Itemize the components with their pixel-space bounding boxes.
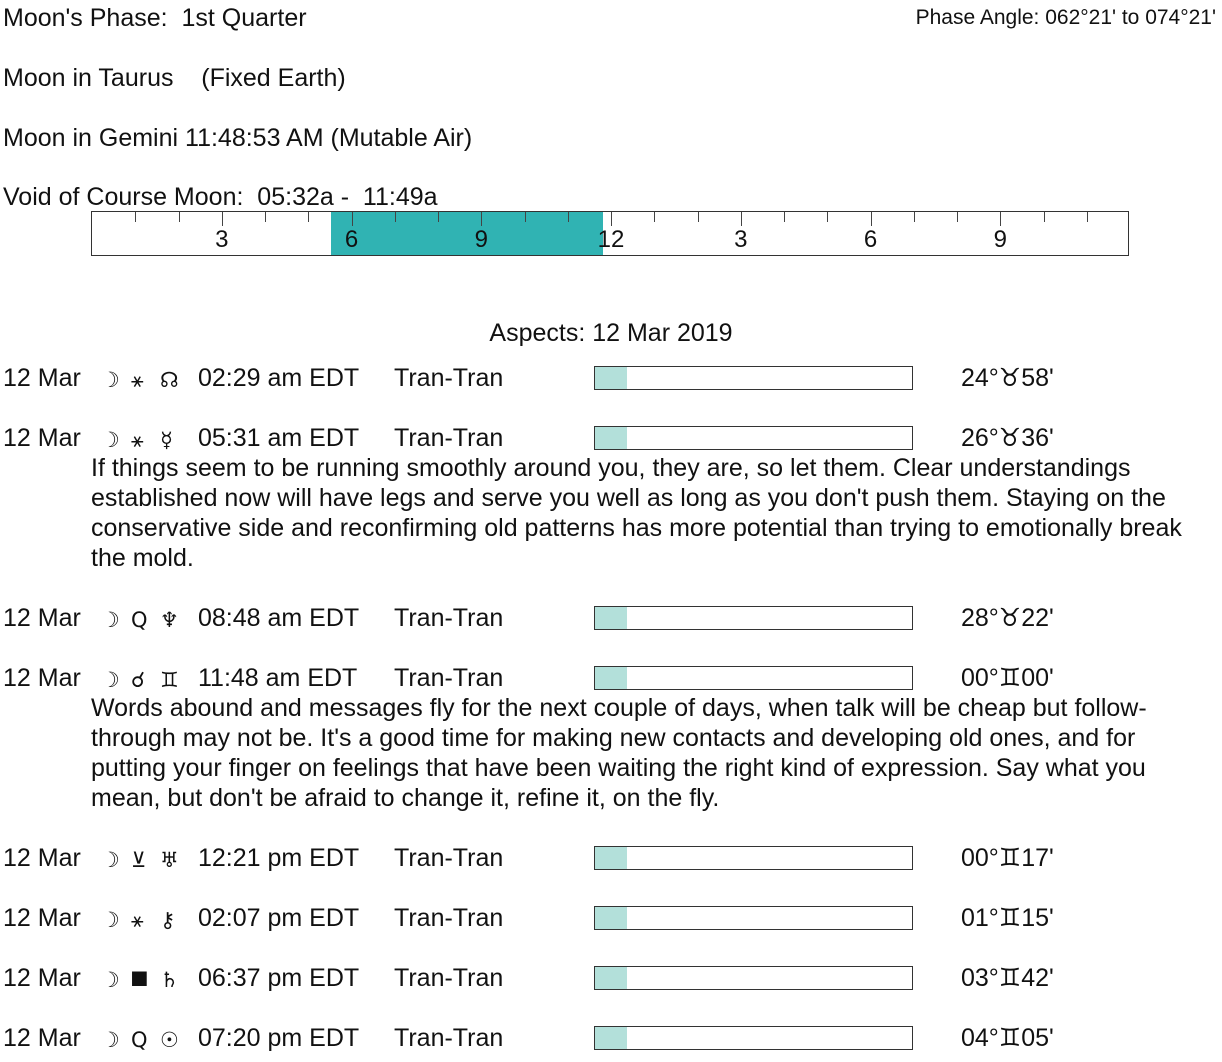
aspect-time: 06:37 pm EDT — [198, 964, 360, 992]
planet-glyph-icon: ☊ — [160, 368, 179, 392]
aspect-date: 12 Mar — [3, 664, 81, 692]
aspect-intensity-fill — [595, 907, 627, 929]
aspect-position: 04°♊05' — [961, 1024, 1054, 1052]
aspect-date: 12 Mar — [3, 844, 81, 872]
phase-angle: Phase Angle: 062°21' to 074°21' — [915, 6, 1216, 29]
timeline-tick — [265, 212, 266, 222]
aspect-glyph-icon: Q — [131, 608, 148, 632]
timeline-tick — [654, 212, 655, 222]
aspect-glyph-icon: ⯀ — [131, 968, 148, 992]
moon-glyph-icon: ☽ — [101, 368, 120, 392]
aspect-time: 12:21 pm EDT — [198, 844, 360, 872]
planet-glyph-icon: ☉ — [160, 1028, 179, 1052]
aspect-intensity-fill — [595, 1027, 627, 1049]
planet-glyph-icon: ♅ — [160, 848, 179, 872]
aspect-intensity-bar — [594, 906, 913, 930]
aspect-intensity-fill — [595, 427, 627, 449]
timeline-tick — [827, 212, 828, 222]
timeline-hour-label: 3 — [215, 226, 229, 253]
moon-glyph-icon: ☽ — [101, 848, 120, 872]
timeline-hour-label: 6 — [344, 226, 359, 253]
moon-glyph-icon: ☽ — [101, 668, 120, 692]
void-period-fill — [331, 212, 603, 255]
aspect-date: 12 Mar — [3, 364, 81, 392]
planet-glyph-icon: ♆ — [160, 608, 179, 632]
moon-sign-gemini: Moon in Gemini 11:48:53 AM (Mutable Air) — [3, 124, 473, 152]
timeline-hour-label: 12 — [597, 226, 625, 253]
aspect-type: Tran-Tran — [394, 424, 504, 452]
moon-phase-label: Moon's Phase: — [3, 4, 168, 32]
planet-glyph-icon: ♄ — [160, 968, 179, 992]
planet-glyph-icon: ☿ — [160, 428, 173, 452]
timeline-tick — [957, 212, 958, 222]
aspect-intensity-fill — [595, 847, 627, 869]
aspect-date: 12 Mar — [3, 604, 81, 632]
timeline-tick — [395, 212, 396, 222]
moon-sign-taurus: Moon in Taurus (Fixed Earth) — [3, 64, 346, 92]
aspect-intensity-bar — [594, 846, 913, 870]
aspect-glyph-icon: ⚹ — [131, 368, 144, 392]
moon-phase-value: 1st Quarter — [181, 4, 307, 32]
aspect-type: Tran-Tran — [394, 904, 504, 932]
aspect-type: Tran-Tran — [394, 964, 504, 992]
aspect-intensity-bar — [594, 1026, 913, 1050]
aspect-glyph-icon: Q — [131, 1028, 148, 1052]
void-of-course-label: Void of Course Moon: 05:32a - 11:49a — [3, 183, 438, 211]
aspect-intensity-bar — [594, 966, 913, 990]
timeline-tick — [611, 212, 612, 226]
aspect-type: Tran-Tran — [394, 1024, 504, 1052]
timeline-hour-label: 3 — [734, 226, 748, 253]
planet-glyph-icon: ♊ — [160, 668, 179, 692]
aspect-type: Tran-Tran — [394, 364, 504, 392]
aspect-position: 00°♊00' — [961, 664, 1054, 692]
aspect-position: 28°♉22' — [961, 604, 1054, 632]
aspect-glyph-icon: ⊻ — [131, 848, 147, 872]
aspect-intensity-fill — [595, 607, 627, 629]
aspect-time: 11:48 am EDT — [198, 664, 358, 692]
timeline-tick — [222, 212, 223, 226]
aspects-title: Aspects: 12 Mar 2019 — [489, 319, 733, 347]
aspect-position: 01°♊15' — [961, 904, 1054, 932]
aspect-glyph-icon: ⚹ — [131, 428, 144, 452]
timeline-tick — [525, 212, 526, 222]
timeline-tick — [179, 212, 180, 222]
timeline-tick — [568, 212, 569, 222]
aspect-type: Tran-Tran — [394, 604, 504, 632]
aspect-interpretation: Words abound and messages fly for the next couple of days, when talk will be cheap but follow-through may not be. It's a good time for making new contacts and developing old ones, and for putting your finger on feelings that have been waiting the right kind of expression. Say what you mean, but don't be afraid to change it, refine it, on the fly. — [91, 694, 1147, 812]
aspect-date: 12 Mar — [3, 424, 81, 452]
timeline-hour-label: 9 — [993, 226, 1007, 253]
planet-glyph-icon: ⚷ — [160, 908, 176, 932]
aspect-intensity-bar — [594, 366, 913, 390]
void-timeline — [91, 211, 1129, 256]
aspect-time: 07:20 pm EDT — [198, 1024, 360, 1052]
aspect-type: Tran-Tran — [394, 664, 504, 692]
moon-glyph-icon: ☽ — [101, 908, 120, 932]
aspect-position: 03°♊42' — [961, 964, 1054, 992]
aspect-date: 12 Mar — [3, 1024, 81, 1052]
timeline-tick — [135, 212, 136, 222]
aspect-interpretation: If things seem to be running smoothly around you, they are, so let them. Clear understandings established now will have legs and serve you well as long as you don't push them. Staying on the conservative side and reconfirming old patterns has more potential than trying to emotionally break the mold. — [91, 454, 1182, 572]
aspect-position: 00°♊17' — [961, 844, 1054, 872]
aspect-glyph-icon: ⚹ — [131, 908, 144, 932]
aspect-time: 02:07 pm EDT — [198, 904, 360, 932]
aspect-date: 12 Mar — [3, 904, 81, 932]
timeline-tick — [698, 212, 699, 222]
aspect-position: 26°♉36' — [961, 424, 1054, 452]
aspect-intensity-bar — [594, 666, 913, 690]
timeline-hour-label: 6 — [863, 226, 878, 253]
aspect-intensity-fill — [595, 667, 627, 689]
timeline-hour-label: 9 — [474, 226, 488, 253]
aspect-intensity-bar — [594, 606, 913, 630]
timeline-tick — [352, 212, 353, 226]
aspect-intensity-fill — [595, 367, 627, 389]
aspect-time: 05:31 am EDT — [198, 424, 360, 452]
timeline-tick — [741, 212, 742, 226]
moon-glyph-icon: ☽ — [101, 968, 120, 992]
aspect-time: 08:48 am EDT — [198, 604, 360, 632]
timeline-tick — [1044, 212, 1045, 222]
timeline-tick — [308, 212, 309, 222]
moon-glyph-icon: ☽ — [101, 428, 120, 452]
aspect-type: Tran-Tran — [394, 844, 504, 872]
moon-phase — [3, 3, 307, 33]
timeline-tick — [871, 212, 872, 226]
timeline-tick — [914, 212, 915, 222]
timeline-tick — [481, 212, 482, 226]
aspect-intensity-fill — [595, 967, 627, 989]
aspect-date: 12 Mar — [3, 964, 81, 992]
aspect-glyph-icon: ☌ — [131, 668, 146, 692]
timeline-tick — [1000, 212, 1001, 226]
aspect-intensity-bar — [594, 426, 913, 450]
aspect-time: 02:29 am EDT — [198, 364, 360, 392]
timeline-tick — [1087, 212, 1088, 222]
timeline-tick — [784, 212, 785, 222]
moon-glyph-icon: ☽ — [101, 608, 120, 632]
aspect-position: 24°♉58' — [961, 364, 1054, 392]
timeline-tick — [438, 212, 439, 222]
moon-glyph-icon: ☽ — [101, 1028, 120, 1052]
